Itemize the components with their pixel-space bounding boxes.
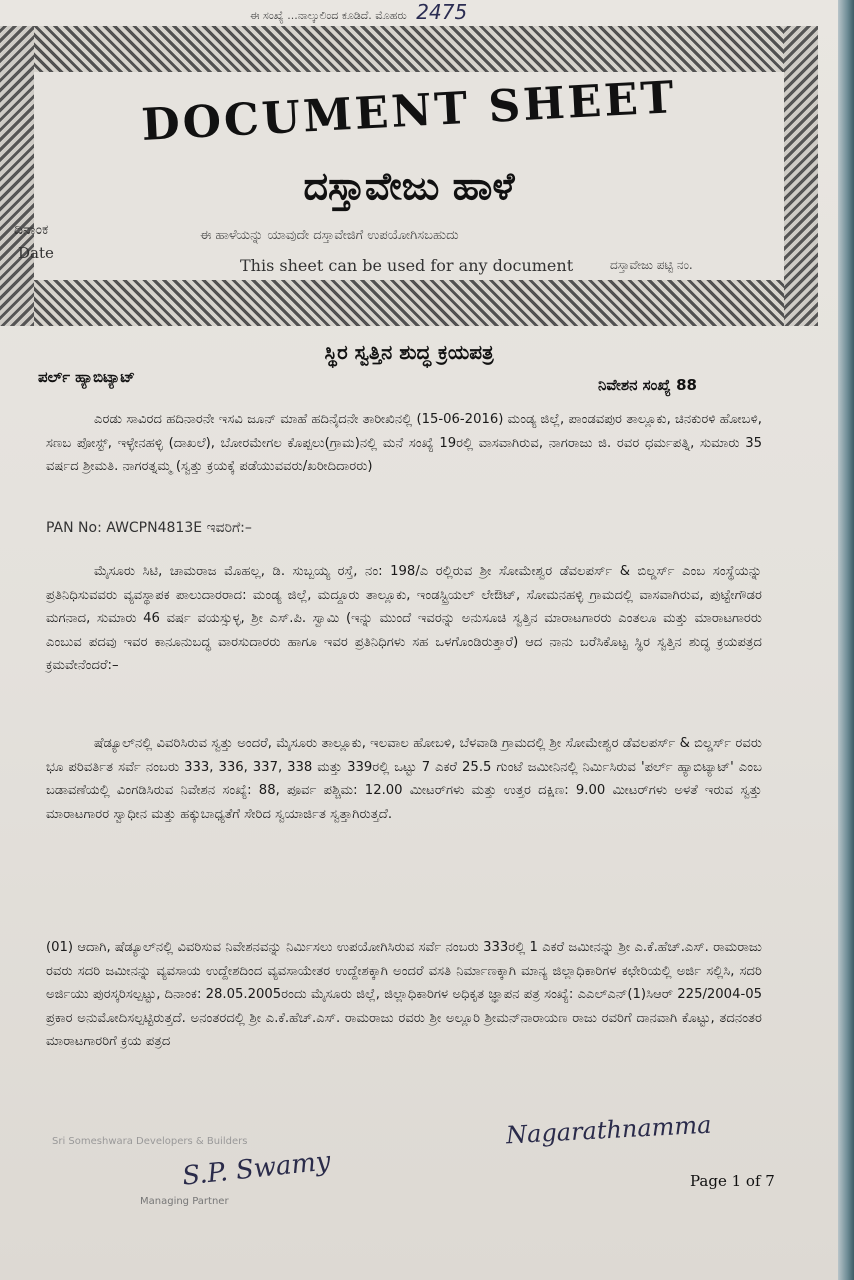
- buyer-signature: Nagarathnamma: [505, 1110, 713, 1150]
- background-edge: [838, 0, 854, 1280]
- paragraph-2: ಮೈಸೂರು ಸಿಟಿ, ಚಾಮರಾಜ ಮೊಹಲ್ಲ, ಡಿ. ಸುಬ್ಬಯ್ಯ ರಸ್ತೆ, ನಂ: 198/ಎ ರಲ್ಲಿರುವ ಶ್ರೀ ಸೋಮೇಶ್ವರ ಡೆವಲಪರ್ಸ್ & ಬಿಲ್ಡರ್ಸ್ ಎಂಬ ಸಂಸ್ಥೆಯನ್ನು ಪ್ರತಿನಿಧಿಸುವವರು ವ್ಯವಸ್ಥಾಪಕ ಪಾಲುದಾರರಾದ: ಮಂಡ್ಯ ಜಿಲ್ಲೆ, ಮದ್ದೂರು ತಾಲ್ಲೂಕು, ಇಂಡಸ್ಟ್ರಿಯಲ್ ಲೇಔಟ್, ಸೋಮನಹಳ್ಳಿ ಗ್ರಾಮದಲ್ಲಿ ವಾಸವಾಗಿರುವ, ಪುಟ್ಟೇಗೌಡರ ಮಗನಾದ, ಸುಮಾರು 46 ವರ್ಷ ವಯಸ್ಸುಳ್ಳ, ಶ್ರೀ ಎಸ್.ಪಿ. ಸ್ವಾಮಿ (ಇನ್ನು ಮುಂದೆ ಇವರನ್ನು ಅನುಸೂಚಿ ಸ್ವತ್ತಿನ ಮಾರಾಟಗಾರರು ಎಂತಲೂ ಮತ್ತು ಮಾರಾಟಗಾರರು ಎಂಬುವ ಪದವು ಇವರ ಕಾನೂನುಬದ್ಧ ವಾರಸುದಾರರು ಹಾಗೂ ಇವರ ಪ್ರತಿನಿಧಿಗಳು ಸಹ ಒಳಗೊಂಡಿರುತ್ತಾರೆ) ಆದ ನಾನು ಬರೆಸಿಕೊಟ್ಟ ಸ್ಥಿರ ಸ್ವತ್ತಿನ ಶುದ್ಧ ಕ್ರಯಪತ್ರದ ಕ್ರಮವೇನೆಂದರೆ:–: [46, 564, 762, 674]
- faded-stamp-text: Sri Someshwara Developers & Builders: [52, 1136, 248, 1147]
- document-sheet-banner: [0, 26, 818, 326]
- paragraph-1: ಎರಡು ಸಾವಿರದ ಹದಿನಾರನೇ ಇಸವಿ ಜೂನ್ ಮಾಹೆ ಹದಿನೈದನೇ ತಾರೀಖಿನಲ್ಲಿ (15-06-2016) ಮಂಡ್ಯ ಜಿಲ್ಲೆ, ಪಾಂಡವಪುರ ತಾಲ್ಲೂಕು, ಚಿನಕುರಳಿ ಹೋಬಳಿ, ಸಣಬ ಪೋಸ್ಟ್, ಇಳ್ಳೇನಹಳ್ಳಿ (ದಾಖಲೆ), ಬೋರಮೇಗಲ ಕೊಪ್ಪಲು(ಗ್ರಾಮ)ನಲ್ಲಿ ಮನೆ ಸಂಖ್ಯೆ 19ರಲ್ಲಿ ವಾಸವಾಗಿರುವ, ನಾಗರಾಜು ಜಿ. ರವರ ಧರ್ಮಪತ್ನಿ, ಸುಮಾರು 35 ವರ್ಷದ ಶ್ರೀಮತಿ. ನಾಗರತ್ನಮ್ಮ (ಸ್ವತ್ತು ಕ್ರಯಕ್ಕೆ ಪಡೆಯುವವರು/ಖರೀದಿದಾರರು): [46, 412, 762, 475]
- ornamental-border-bottom: [0, 280, 818, 326]
- paragraph-3: ಷೆಡ್ಯೂಲ್‌ನಲ್ಲಿ ವಿವರಿಸಿರುವ ಸ್ವತ್ತು ಅಂದರೆ, ಮೈಸೂರು ತಾಲ್ಲೂಕು, ಇಲವಾಲ ಹೋಬಳಿ, ಬೆಳವಾಡಿ ಗ್ರಾಮದಲ್ಲಿ ಶ್ರೀ ಸೋಮೇಶ್ವರ ಡೆವಲಪರ್ಸ್ & ಬಿಲ್ಡರ್ಸ್ ರವರು ಭೂ ಪರಿವರ್ತಿತ ಸರ್ವೆ ನಂಬರು 333, 336, 337, 338 ಮತ್ತು 339ರಲ್ಲಿ ಒಟ್ಟು 7 ಎಕರೆ 25.5 ಗುಂಟೆ ಜಮೀನಿನಲ್ಲಿ ನಿರ್ಮಿಸಿರುವ 'ಪರ್ಲ್ ಹ್ಯಾಬಿಟ್ಯಾಟ್' ಎಂಬ ಬಡಾವಣೆಯಲ್ಲಿ ವಿಂಗಡಿಸಿರುವ ನಿವೇಶನ ಸಂಖ್ಯೆ: 88, ಪೂರ್ವ ಪಶ್ಚಿಮ: 12.00 ಮೀಟರ್‌ಗಳು ಮತ್ತು ಉತ್ತರ ದಕ್ಷಿಣ: 9.00 ಮೀಟರ್‌ಗಳು ಅಳತೆ ಇರುವ ಸ್ವತ್ತು ಮಾರಾಟಗಾರರ ಸ್ವಾಧೀನ ಮತ್ತು ಹಕ್ಕುಬಾಧ್ಯತೆಗೆ ಸೇರಿದ ಸ್ವಯಾರ್ಜಿತ ಸ್ವತ್ತಾಗಿರುತ್ತದೆ.: [46, 736, 762, 822]
- pan-number: PAN No: AWCPN4813E ಇವರಿಗೆ:–: [46, 520, 252, 536]
- deed-title: ಸ್ಥಿರ ಸ್ವತ್ತಿನ ಶುದ್ಧ ಕ್ರಯಪತ್ರ: [324, 340, 494, 364]
- ornamental-border-top: [0, 26, 818, 72]
- page-number: Page 1 of 7: [690, 1172, 775, 1190]
- doc-number-label: ದಸ್ತಾವೇಜು ಪಟ್ಟಿ ನಂ.: [610, 258, 693, 272]
- banner-subtitle-kn: ಈ ಹಾಳೆಯನ್ನು ಯಾವುದೇ ದಸ್ತಾವೇಜಿಗೆ ಉಪಯೋಗಿಸಬಹುದು: [200, 228, 459, 243]
- banner-subtitle-en: This sheet can be used for any document: [240, 256, 574, 275]
- site-number: ನಿವೇಶನ ಸಂಖ್ಯೆ 88: [598, 376, 697, 394]
- banner-title-kn: ದಸ್ತಾವೇಜು ಹಾಳೆ: [303, 164, 515, 208]
- top-note: [250, 0, 467, 24]
- top-note-printed: ಈ ಸಂಖ್ಯೆ ...ನಾಲ್ಕುಲಿಂದ ಕೂಡಿದೆ. ಮೊಹರು: [250, 9, 407, 22]
- seller-signature-label: Managing Partner: [140, 1196, 229, 1207]
- seller-signature: S.P. Swamy: [180, 1146, 332, 1192]
- project-name: ಪರ್ಲ್ ಹ್ಯಾಬಿಟ್ಯಾಟ್: [38, 368, 135, 386]
- date-label-kn: ದಿನಾಂಕ: [14, 222, 49, 238]
- banner-title-en: DOCUMENT SHEET: [140, 72, 678, 151]
- paragraph-4: (01) ಆದಾಗಿ, ಷೆಡ್ಯೂಲ್‌ನಲ್ಲಿ ವಿವರಿಸುವ ನಿವೇಶನವನ್ನು ನಿರ್ಮಿಸಲು ಉಪಯೋಗಿಸಿರುವ ಸರ್ವೆ ನಂಬರು 333ರಲ್ಲಿ 1 ಎಕರೆ ಜಮೀನನ್ನು ಶ್ರೀ ಎ.ಕೆ.ಹೆಚ್.ಎಸ್. ರಾಮರಾಜು ರವರು ಸದರಿ ಜಮೀನನ್ನು ವ್ಯವಸಾಯ ಉದ್ದೇಶದಿಂದ ವ್ಯವಸಾಯೇತರ ಉದ್ದೇಶಕ್ಕಾಗಿ ಅಂದರೆ ವಸತಿ ನಿರ್ಮಾಣಕ್ಕಾಗಿ ಮಾನ್ಯ ಜಿಲ್ಲಾಧಿಕಾರಿಗಳ ಕಛೇರಿಯಲ್ಲಿ ಅರ್ಜಿ ಸಲ್ಲಿಸಿ, ಸದರಿ ಅರ್ಜಿಯು ಪುರಸ್ಕರಿಸಲ್ಪಟ್ಟು, ದಿನಾಂಕ: 28.05.2005ರಂದು ಮೈಸೂರು ಜಿಲ್ಲೆ, ಜಿಲ್ಲಾಧಿಕಾರಿಗಳ ಅಧಿಕೃತ ಜ್ಞಾಪನ ಪತ್ರ ಸಂಖ್ಯೆ: ಎಎಲ್‌ಎನ್(1)ಸಿಆರ್ 225/2004-05 ಪ್ರಕಾರ ಅನುಮೋದಿಸಲ್ಪಟ್ಟಿರುತ್ತದೆ. ಅನಂತರದಲ್ಲಿ ಶ್ರೀ ಎ.ಕೆ.ಹೆಚ್.ಎಸ್. ರಾಮರಾಜು ರವರು ಶ್ರೀ ಅಲ್ಲೂರಿ ಶ್ರೀಮನ್‌ನಾರಾಯಣ ರಾಜು ರವರಿಗೆ ದಾನವಾಗಿ ಕೊಟ್ಟು, ತದನಂತರ ಮಾರಾಟಗಾರರಿಗೆ ಕ್ರಯ ಪತ್ರದ: [46, 940, 763, 1050]
- handwritten-number: 2475: [416, 0, 468, 24]
- date-label-en: Date: [18, 244, 54, 262]
